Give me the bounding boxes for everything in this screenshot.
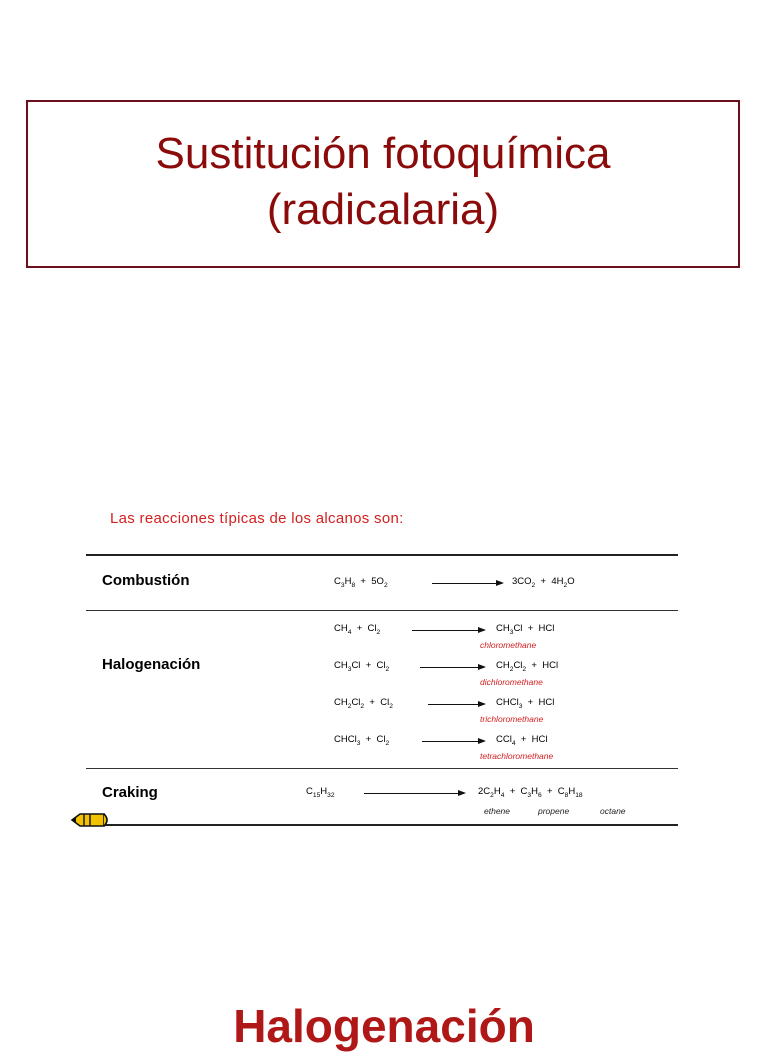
products: CCl$_4$ + HCl [496,734,548,747]
product-name: tetrachloromethane [480,751,554,761]
reactions-table [86,554,678,826]
reactants: $CH_4 + Cl_2$ [334,623,381,636]
row-divider [86,768,678,769]
reactants: $C_3H_8 + 5O_2$ [334,576,388,589]
products: CHCl$_3$ + HCl [496,697,555,710]
title-box [26,100,740,268]
products: $CH_3Cl$ + HCl [496,623,555,636]
product-name: trichloromethane [480,714,544,724]
product-name: chloromethane [480,640,537,650]
product-name: dichloromethane [480,677,543,687]
reaction-arrow-icon [428,704,484,705]
reactants: CHCl$_3$ + $Cl_2$ [334,734,390,747]
reactants: $CH_3Cl + Cl_2$ [334,660,390,673]
reactants: $CH_2Cl_2 + Cl_2$ [334,697,393,710]
reaction-arrow-icon [364,793,464,794]
row-label-craking: Craking [102,784,158,801]
product-name: octane [600,806,626,816]
reactants: $C_{15}H_{32}$ [306,786,335,799]
row-divider [86,610,678,611]
reaction-arrow-icon [420,667,484,668]
row-label-combustion: Combustión [102,572,190,589]
reaction-arrow-icon [422,741,484,742]
reaction-arrow-icon [412,630,484,631]
pencil-icon [70,811,110,829]
products: $2C_2H_4 + C_3H_6 + C_8H_{18}$ [478,786,583,799]
title-line-1: Sustitución fotoquímica [155,129,611,178]
products: $CH_2Cl_2$ + HCl [496,660,559,673]
title-line-2: (radicalaria) [266,185,500,234]
row-label-halogenacion: Halogenación [102,656,201,673]
products: $3CO_2 + 4H_2O$ [512,576,575,589]
reaction-arrow-icon [432,583,502,584]
intro-text: Las reacciones típicas de los alcanos son: [110,510,404,527]
product-name: ethene [484,806,510,816]
section-heading: Halogenación [233,1000,535,1052]
product-name: propene [538,806,570,816]
